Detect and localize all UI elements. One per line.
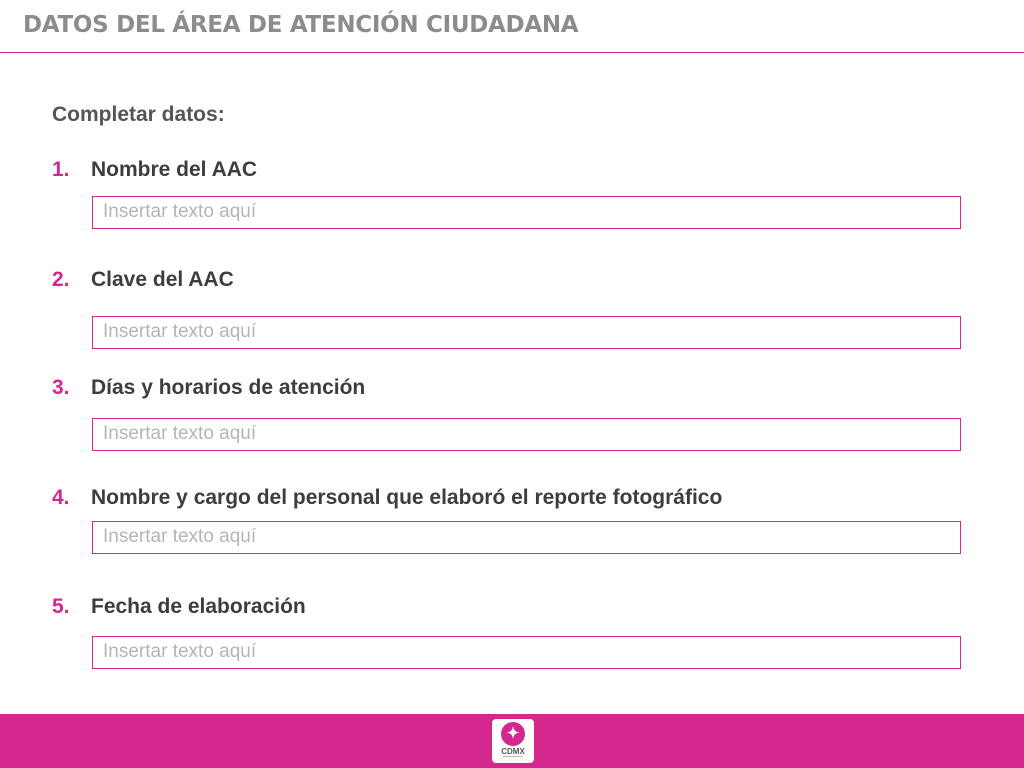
nombre-aac-field[interactable]: Insertar texto aquí — [92, 196, 961, 229]
item-number: 5. — [52, 595, 70, 618]
fecha-field[interactable]: Insertar texto aquí — [92, 636, 961, 669]
personal-field[interactable]: Insertar texto aquí — [92, 521, 961, 554]
intro-heading: Completar datos: — [52, 103, 225, 126]
cdmx-logo — [492, 719, 534, 763]
slide-title: DATOS DEL ÁREA DE ATENCIÓN CIUDADANA — [23, 12, 579, 38]
item-number: 4. — [52, 486, 70, 509]
item-label: Fecha de elaboración — [91, 595, 306, 618]
item-number: 3. — [52, 376, 70, 399]
cdmx-emblem-icon: ✦ — [501, 722, 525, 746]
item-label: Clave del AAC — [91, 268, 234, 291]
item-label: Nombre y cargo del personal que elaboró el reporte fotográfico — [91, 486, 723, 509]
clave-aac-field[interactable]: Insertar texto aquí — [92, 316, 961, 349]
item-label: Nombre del AAC — [91, 158, 258, 181]
title-divider — [0, 52, 1024, 53]
item-number: 1. — [52, 158, 70, 181]
logo-text: CDMX — [501, 747, 525, 756]
item-number: 2. — [52, 268, 70, 291]
horarios-field[interactable]: Insertar texto aquí — [92, 418, 961, 451]
footer-bar — [0, 714, 1024, 768]
item-label: Días y horarios de atención — [91, 376, 366, 399]
